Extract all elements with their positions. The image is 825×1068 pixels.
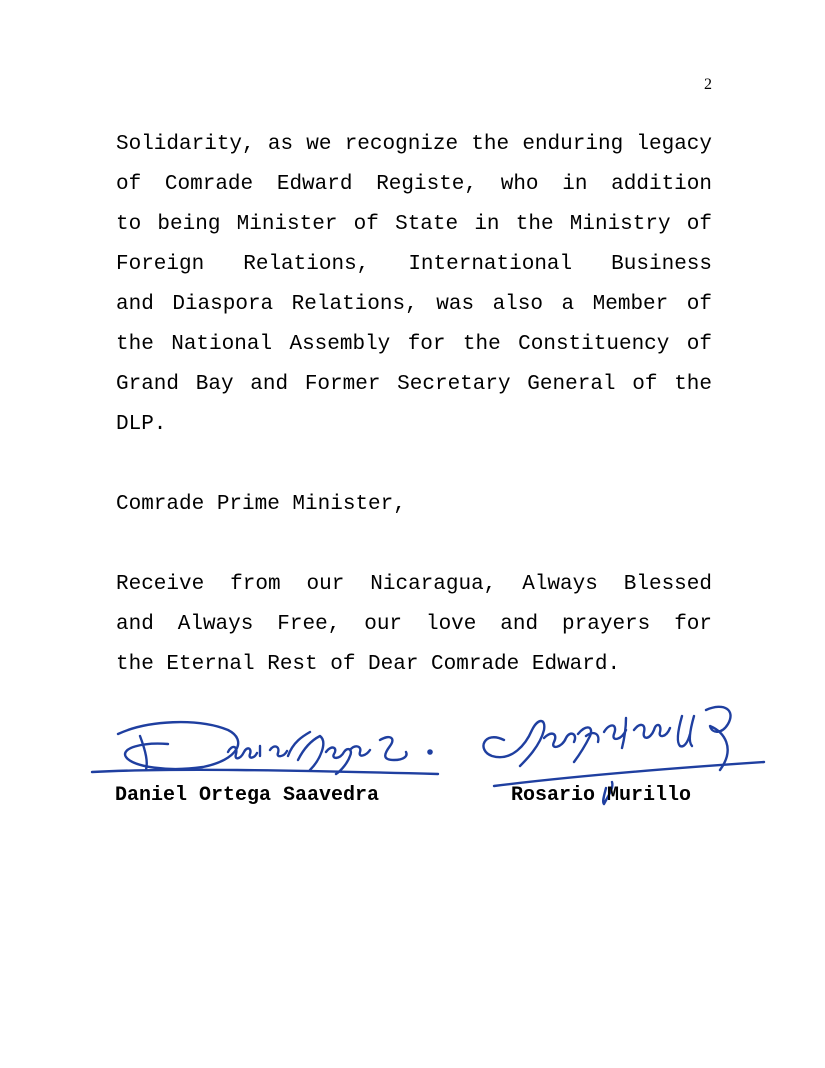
text-line: of Comrade Edward Registe, who in addition	[116, 173, 712, 196]
text-line: to being Minister of State in the Ministry of	[116, 213, 712, 236]
salutation: Comrade Prime Minister,	[116, 493, 406, 516]
text-line: the National Assembly for the Constituency of	[116, 333, 712, 356]
page-number: 2	[704, 76, 712, 93]
signatory-name-right: Rosario Murillo	[511, 784, 692, 807]
paragraph-solidarity	[116, 125, 712, 405]
text-line: Solidarity, as we recognize the enduring legacy	[116, 133, 712, 156]
text-line: Grand Bay and Former Secretary General of the	[116, 373, 712, 396]
text-line: and Always Free, our love and prayers for	[116, 613, 712, 636]
paragraph-condolence	[116, 565, 712, 645]
paragraph-condolence-last-line: the Eternal Rest of Dear Comrade Edward.	[116, 653, 621, 676]
text-line: Foreign Relations, International Business	[116, 253, 712, 276]
paragraph-solidarity-last-line: DLP.	[116, 413, 167, 436]
text-line: and Diaspora Relations, was also a Member of	[116, 293, 712, 316]
signature-daniel-ortega	[88, 712, 448, 787]
text-line: Receive from our Nicaragua, Always Blessed	[116, 573, 712, 596]
signatory-name-left: Daniel Ortega Saavedra	[115, 784, 380, 807]
